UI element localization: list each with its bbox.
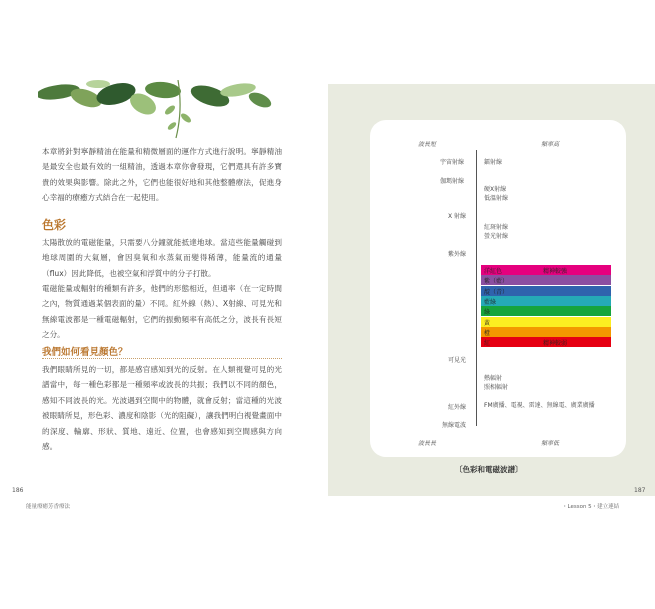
spectrum-band-label: 藍綠: [484, 298, 497, 306]
left-label: 可見光: [448, 357, 467, 364]
right-label: 低溫射線: [484, 195, 509, 202]
section-heading: 色彩: [42, 218, 67, 232]
spectrum-axis: [476, 150, 477, 426]
spectrum-band: [481, 286, 611, 296]
spectrum-band: [481, 275, 611, 285]
spectrum-band-note: 精神較弱: [543, 340, 568, 348]
right-label: 紅斑射線: [484, 224, 509, 231]
spectrum-band-label: 橙: [484, 329, 491, 337]
page-number-right: 187: [634, 487, 646, 494]
leaf-illustration: [38, 80, 273, 140]
spectrum-band: [481, 317, 611, 327]
spectrum-band: [481, 327, 611, 337]
body-paragraph-1: 太陽散放的電磁能量，只需要八分鐘就能抵達地球。當這些能量觸碰到地球周圍的大氣層，會因臭氧和水蒸氣而變得稀薄，能量流的通量（flux）因此降低，也被空氣和浮質中的分子打散。: [42, 238, 282, 278]
footer-left: 能量療癒芳香療法: [26, 504, 71, 510]
spectrum-band-label: 紅: [484, 340, 491, 348]
left-label: 紫外線: [448, 251, 467, 258]
bottom-right-label: 頻率低: [541, 440, 560, 447]
right-label: 硬X射線: [484, 186, 507, 193]
body-paragraph-2: 電磁能量或輻射的種類有許多，他們的形態相近，但通率（在一定時間之內，物質通過某個表面的量）不同。紅外線（熱）、X射線、可見光和無線電波都是一種電磁輻射，它們的振動頻率有高低之分，波長有長短之分。: [42, 284, 282, 340]
intro-paragraph: 本章將針對寧靜精油在能量和精微層面的運作方式進行說明。寧靜精油是最安全也最有效的一組精油，透過本章你會發現，它們還具有許多寶貴的效果與影響。除此之外，它們也能很好地和其他整體療法，促進身心幸福的療癒方式結合在一起使用。: [42, 147, 282, 203]
left-label: 伽瑪射線: [440, 178, 465, 185]
right-label: FM廣播、電視、雷達、無線電、廣業廣播: [484, 402, 595, 409]
left-label: 宇宙射線: [440, 159, 465, 166]
left-label: 無線電波: [442, 422, 467, 429]
footer-right: ・Lesson 5・建立連結: [562, 504, 620, 510]
diagram-caption: 〔色彩和電磁波譜〕: [455, 465, 523, 474]
spectrum-band: [481, 296, 611, 306]
subsection-heading: 我們如何看見顏色？: [42, 347, 128, 358]
spectrum-band: [481, 306, 611, 316]
right-label: 熱輻射: [484, 375, 503, 382]
right-label: 照相輻射: [484, 384, 509, 391]
page-number-left: 186: [12, 487, 24, 494]
spectrum-band-label: 洋紅色: [484, 268, 503, 275]
spectrum-band-label: 綠: [484, 309, 491, 317]
left-label: X 射線: [448, 213, 467, 220]
spectrum-band-note: 精神較強: [543, 268, 568, 275]
spectrum-band-label: 紫（藍）: [484, 278, 509, 286]
left-label: 紅外線: [448, 404, 467, 411]
spectrum-band-label: 靛（青）: [484, 288, 509, 296]
spectrum-band: [481, 265, 611, 275]
bottom-left-label: 波長長: [418, 440, 437, 447]
spectrum-band-label: 黃: [484, 319, 491, 327]
top-left-label: 波長短: [418, 141, 437, 148]
spectrum-band: [481, 337, 611, 347]
body-paragraph-3: 我們眼睛所見的一切，都是感官感知到光的反射。在人類視覺可見的光譜當中，每一種色彩都是一種頻率或波長的共振；我們以不同的顏色，感知不同波長的光。光波遇到空間中的物體，就會反射；當這種的光波被眼睛所見，形色彩、濃度和陰影（光的阻礙），讓我們明白視覺畫面中的深度、輪廓、形狀、質地、遠近、位置，也會感知到空間感與方向感。: [42, 365, 282, 452]
top-right-label: 頻率高: [541, 141, 560, 148]
right-label: 螢光射線: [484, 233, 509, 240]
right-label: 鐳射線: [484, 159, 503, 166]
subheading-underline: [42, 358, 282, 359]
